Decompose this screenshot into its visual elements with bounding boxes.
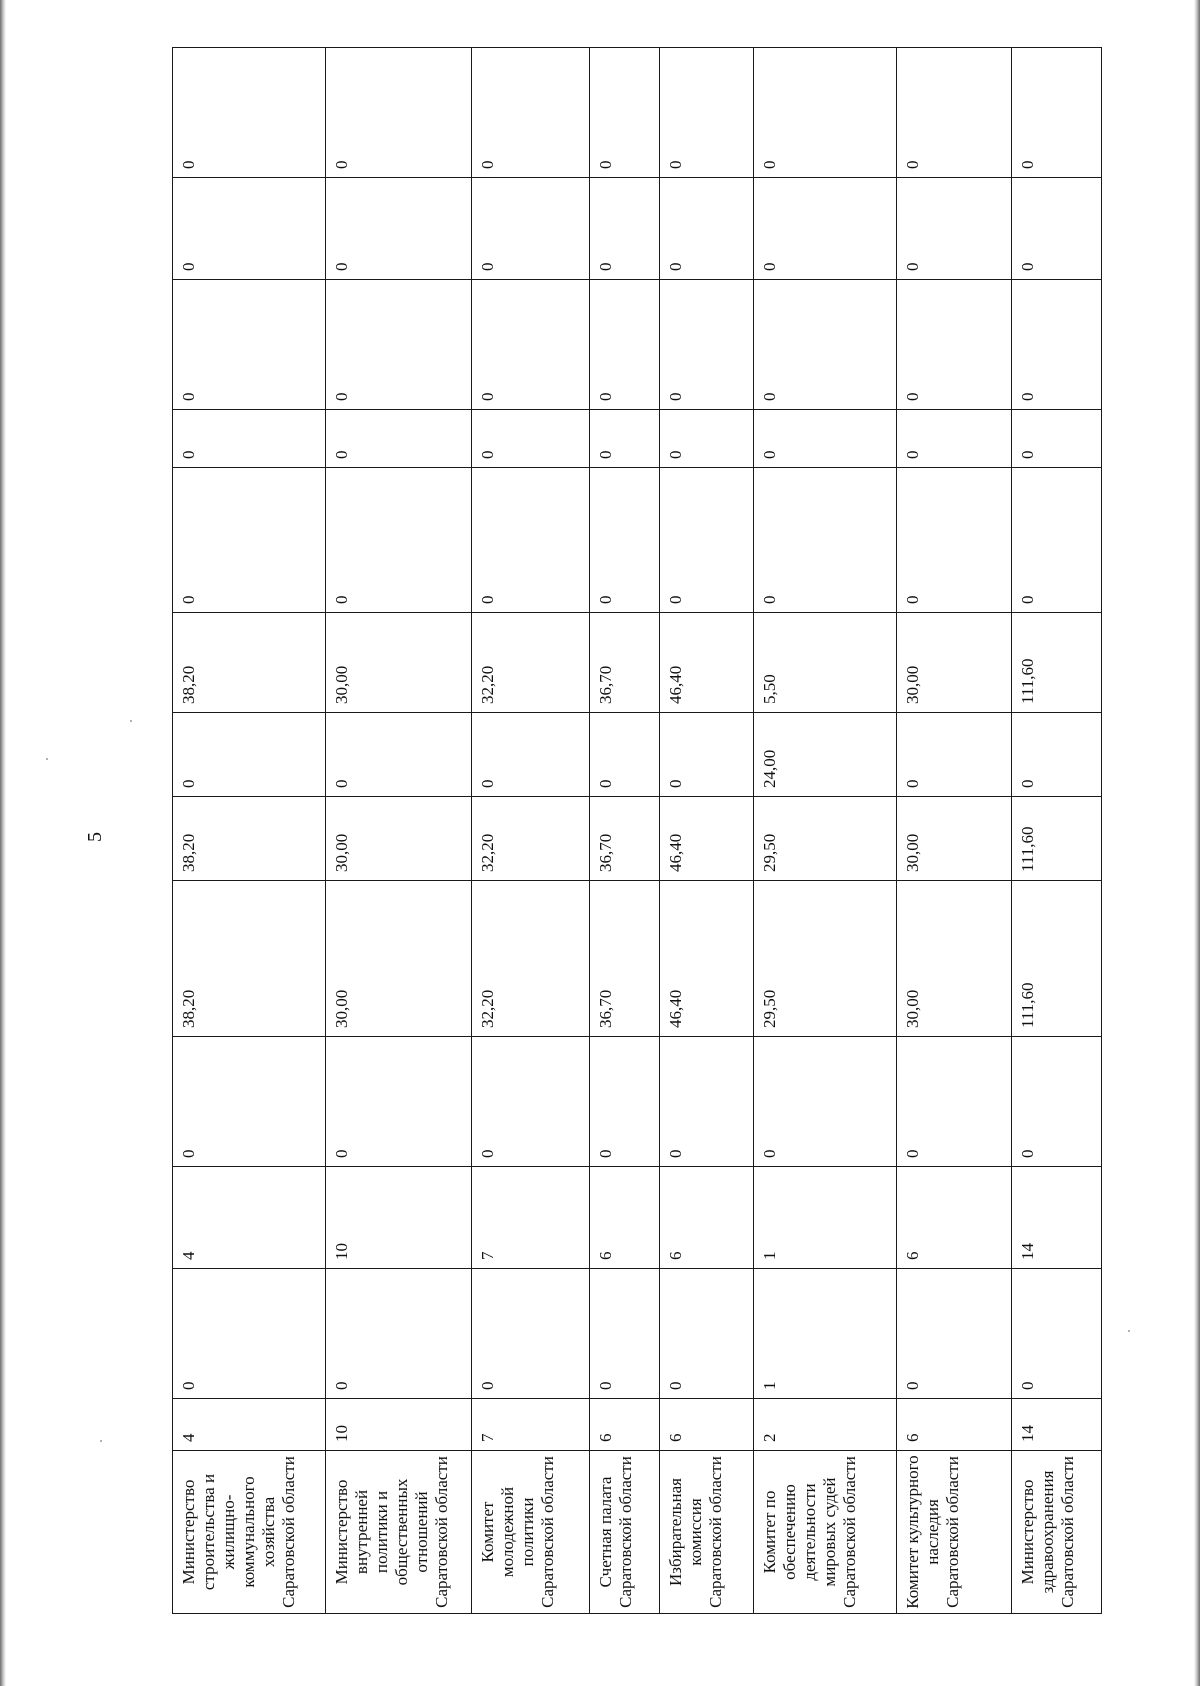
value-cell: 0 xyxy=(1011,410,1101,468)
scan-speck xyxy=(130,720,132,722)
value-cell: 0 xyxy=(754,280,897,410)
value-cell: 36,70 xyxy=(590,797,660,881)
value-cell: 30,00 xyxy=(897,797,1012,881)
value-cell: 0 xyxy=(471,410,590,468)
value-cell: 5,50 xyxy=(754,613,897,713)
value-cell: 29,50 xyxy=(754,797,897,881)
value-cell: 0 xyxy=(173,280,326,410)
value-cell: 7 xyxy=(471,1167,590,1269)
value-cell: 6 xyxy=(897,1167,1012,1269)
value-cell: 0 xyxy=(173,1269,326,1399)
value-cell: 0 xyxy=(590,280,660,410)
scan-speck xyxy=(46,758,48,760)
value-cell: 0 xyxy=(897,1269,1012,1399)
value-cell: 111,60 xyxy=(1011,881,1101,1037)
value-cell: 0 xyxy=(590,178,660,280)
value-cell: 32,20 xyxy=(471,797,590,881)
value-cell: 0 xyxy=(326,48,471,178)
value-cell: 30,00 xyxy=(897,881,1012,1037)
organization-name-cell: Министерство внутренней политики и общественных отношений Саратовской области xyxy=(326,1451,471,1614)
value-cell: 0 xyxy=(326,713,471,797)
scan-speck xyxy=(1128,1330,1130,1332)
scan-speck xyxy=(100,1440,102,1442)
value-cell: 30,00 xyxy=(897,613,1012,713)
value-cell: 0 xyxy=(754,410,897,468)
value-cell: 0 xyxy=(173,1037,326,1167)
value-cell: 0 xyxy=(471,178,590,280)
value-cell: 30,00 xyxy=(326,881,471,1037)
value-cell: 0 xyxy=(1011,280,1101,410)
value-cell: 6 xyxy=(659,1167,753,1269)
value-cell: 6 xyxy=(897,1399,1012,1451)
table-row xyxy=(897,48,1012,1614)
value-cell: 0 xyxy=(590,48,660,178)
value-cell: 0 xyxy=(326,410,471,468)
organization-name-cell: Счетная палата Саратовской области xyxy=(590,1451,660,1614)
value-cell: 0 xyxy=(471,713,590,797)
organization-name-cell: Министерство строительства и жилищно-коммунального хозяйства Саратовской области xyxy=(173,1451,326,1614)
organization-name-cell: Избирательная комиссия Саратовской области xyxy=(659,1451,753,1614)
value-cell: 32,20 xyxy=(471,881,590,1037)
value-cell: 0 xyxy=(659,178,753,280)
value-cell: 0 xyxy=(471,1037,590,1167)
value-cell: 0 xyxy=(897,280,1012,410)
value-cell: 1 xyxy=(754,1167,897,1269)
value-cell: 0 xyxy=(659,1269,753,1399)
value-cell: 0 xyxy=(590,1269,660,1399)
value-cell: 6 xyxy=(590,1167,660,1269)
table-row xyxy=(173,48,326,1614)
value-cell: 36,70 xyxy=(590,881,660,1037)
value-cell: 0 xyxy=(897,48,1012,178)
organization-name-cell: Комитет по обеспечению деятельности мировых судей Саратовской области xyxy=(754,1451,897,1614)
value-cell: 111,60 xyxy=(1011,797,1101,881)
value-cell: 0 xyxy=(471,468,590,613)
value-cell: 10 xyxy=(326,1167,471,1269)
value-cell: 38,20 xyxy=(173,797,326,881)
value-cell: 0 xyxy=(659,280,753,410)
table-row xyxy=(326,48,471,1614)
organization-name-cell: Комитет молодежной политики Саратовской области xyxy=(471,1451,590,1614)
value-cell: 0 xyxy=(590,713,660,797)
organization-name-cell: Министерство здравоохранения Саратовской области xyxy=(1011,1451,1101,1614)
value-cell: 6 xyxy=(590,1399,660,1451)
value-cell: 32,20 xyxy=(471,613,590,713)
page-number: 5 xyxy=(84,832,106,842)
value-cell: 0 xyxy=(1011,48,1101,178)
value-cell: 14 xyxy=(1011,1399,1101,1451)
scan-edge-left xyxy=(0,0,6,1686)
value-cell: 46,40 xyxy=(659,881,753,1037)
value-cell: 0 xyxy=(173,178,326,280)
value-cell: 0 xyxy=(173,468,326,613)
value-cell: 0 xyxy=(1011,178,1101,280)
value-cell: 0 xyxy=(1011,713,1101,797)
value-cell: 4 xyxy=(173,1167,326,1269)
value-cell: 38,20 xyxy=(173,613,326,713)
value-cell: 0 xyxy=(897,1037,1012,1167)
value-cell: 30,00 xyxy=(326,613,471,713)
value-cell: 0 xyxy=(590,468,660,613)
value-cell: 38,20 xyxy=(173,881,326,1037)
scan-edge-right xyxy=(1194,0,1200,1686)
value-cell: 2 xyxy=(754,1399,897,1451)
organization-name-cell: Комитет культурного наследия Саратовской области xyxy=(897,1451,1012,1614)
value-cell: 0 xyxy=(173,48,326,178)
value-cell: 24,00 xyxy=(754,713,897,797)
value-cell: 0 xyxy=(659,410,753,468)
value-cell: 0 xyxy=(590,410,660,468)
value-cell: 0 xyxy=(326,178,471,280)
value-cell: 0 xyxy=(326,468,471,613)
value-cell: 0 xyxy=(326,1037,471,1167)
value-cell: 0 xyxy=(897,468,1012,613)
value-cell: 0 xyxy=(754,1037,897,1167)
value-cell: 111,60 xyxy=(1011,613,1101,713)
value-cell: 1 xyxy=(754,1269,897,1399)
value-cell: 7 xyxy=(471,1399,590,1451)
value-cell: 0 xyxy=(659,468,753,613)
value-cell: 0 xyxy=(173,713,326,797)
value-cell: 14 xyxy=(1011,1167,1101,1269)
data-table-container xyxy=(172,48,1102,1614)
value-cell: 0 xyxy=(754,178,897,280)
value-cell: 0 xyxy=(326,1269,471,1399)
value-cell: 0 xyxy=(471,1269,590,1399)
table-row xyxy=(1011,48,1101,1614)
value-cell: 0 xyxy=(659,1037,753,1167)
value-cell: 0 xyxy=(173,410,326,468)
value-cell: 0 xyxy=(754,48,897,178)
rotated-table xyxy=(172,48,1102,1614)
value-cell: 4 xyxy=(173,1399,326,1451)
value-cell: 0 xyxy=(659,713,753,797)
table-row xyxy=(659,48,753,1614)
value-cell: 0 xyxy=(471,48,590,178)
value-cell: 0 xyxy=(326,280,471,410)
value-cell: 0 xyxy=(1011,1037,1101,1167)
value-cell: 0 xyxy=(659,48,753,178)
table-row xyxy=(754,48,897,1614)
value-cell: 0 xyxy=(1011,468,1101,613)
value-cell: 0 xyxy=(754,468,897,613)
table-row xyxy=(590,48,660,1614)
value-cell: 0 xyxy=(590,1037,660,1167)
value-cell: 0 xyxy=(471,280,590,410)
value-cell: 10 xyxy=(326,1399,471,1451)
value-cell: 0 xyxy=(897,713,1012,797)
table-row xyxy=(471,48,590,1614)
value-cell: 46,40 xyxy=(659,797,753,881)
value-cell: 30,00 xyxy=(326,797,471,881)
data-table xyxy=(172,47,1102,1614)
value-cell: 46,40 xyxy=(659,613,753,713)
value-cell: 0 xyxy=(897,178,1012,280)
value-cell: 0 xyxy=(897,410,1012,468)
value-cell: 29,50 xyxy=(754,881,897,1037)
value-cell: 6 xyxy=(659,1399,753,1451)
value-cell: 36,70 xyxy=(590,613,660,713)
value-cell: 0 xyxy=(1011,1269,1101,1399)
